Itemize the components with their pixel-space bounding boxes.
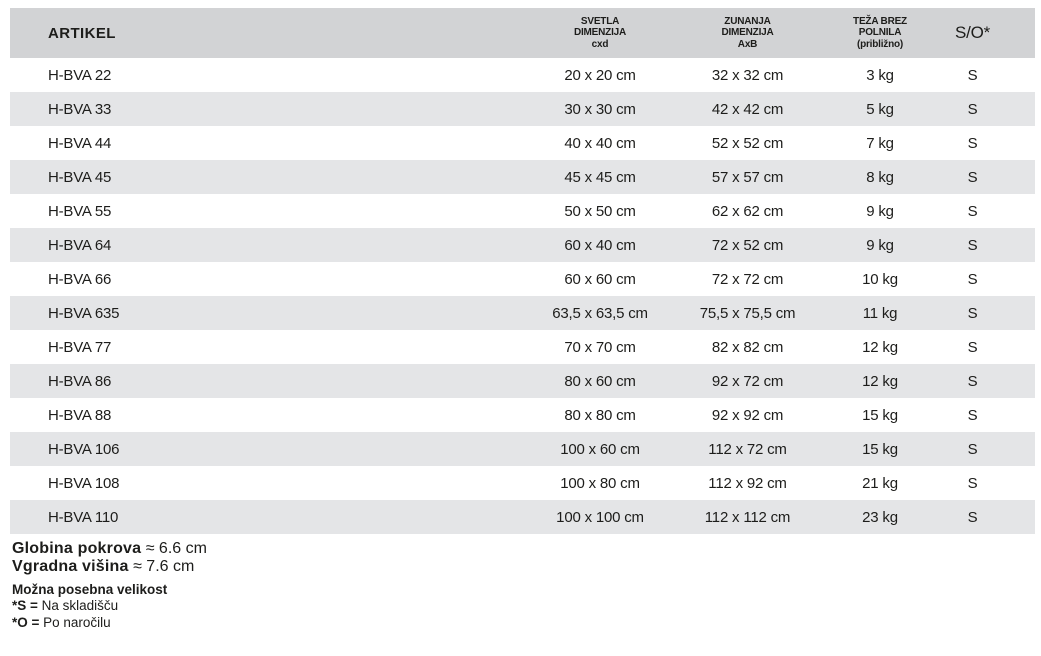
- cell-zunanja-dimenzija: 112 x 72 cm: [708, 440, 787, 458]
- cell-teza: 23 kg: [862, 508, 898, 526]
- cell-teza: 8 kg: [866, 168, 894, 186]
- cell-teza: 9 kg: [866, 236, 894, 254]
- cell-svetla-dimenzija: 60 x 40 cm: [564, 236, 636, 254]
- cell-teza: 10 kg: [862, 270, 898, 288]
- cell-svetla-dimenzija: 100 x 60 cm: [560, 440, 640, 458]
- cell-so: S: [967, 168, 978, 186]
- table-footnotes: [12, 540, 207, 631]
- header-line: TEŽA BREZ: [853, 15, 907, 27]
- cell-artikel: H-BVA 33: [48, 100, 112, 118]
- cell-zunanja-dimenzija: 75,5 x 75,5 cm: [699, 304, 796, 322]
- footnote-label: Globina pokrova: [12, 540, 142, 557]
- cell-svetla-dimenzija: 70 x 70 cm: [564, 338, 636, 356]
- cell-so: S: [967, 440, 978, 458]
- cell-svetla-dimenzija: 30 x 30 cm: [564, 100, 636, 118]
- cell-teza: 12 kg: [862, 338, 898, 356]
- cell-teza: 5 kg: [866, 100, 894, 118]
- cell-artikel: H-BVA 77: [48, 338, 112, 356]
- cell-svetla-dimenzija: 80 x 60 cm: [564, 372, 636, 390]
- cell-svetla-dimenzija: 60 x 60 cm: [564, 270, 636, 288]
- footnote-special-size: Možna posebna velikost: [12, 582, 168, 597]
- column-header-teza: [820, 8, 940, 58]
- table-row: [10, 296, 1035, 330]
- cell-teza: 21 kg: [862, 474, 898, 492]
- cell-zunanja-dimenzija: 57 x 57 cm: [711, 168, 784, 186]
- header-line: AxB: [737, 38, 758, 50]
- cell-zunanja-dimenzija: 92 x 72 cm: [711, 372, 784, 390]
- column-header-so: S/O*: [954, 23, 991, 42]
- cell-artikel: H-BVA 64: [48, 236, 112, 254]
- footnote-value: ≈ 6.6 cm: [141, 540, 207, 557]
- cell-svetla-dimenzija: 100 x 80 cm: [560, 474, 640, 492]
- cell-svetla-dimenzija: 80 x 80 cm: [564, 406, 636, 424]
- header-line: cxd: [591, 38, 609, 50]
- cell-artikel: H-BVA 44: [48, 134, 112, 152]
- cell-zunanja-dimenzija: 72 x 52 cm: [711, 236, 784, 254]
- legend-text: Po naročilu: [43, 614, 111, 630]
- table-body: [10, 58, 1035, 534]
- cell-svetla-dimenzija: 45 x 45 cm: [564, 168, 636, 186]
- cell-artikel: H-BVA 66: [48, 270, 112, 288]
- footnote-value: ≈ 7.6 cm: [128, 558, 195, 575]
- cell-artikel: H-BVA 45: [48, 168, 112, 186]
- cell-zunanja-dimenzija: 42 x 42 cm: [711, 100, 784, 118]
- column-header-zunanja-dimenzija: [675, 8, 820, 58]
- table-row: [10, 398, 1035, 432]
- cell-teza: 15 kg: [862, 440, 898, 458]
- table-row: [10, 58, 1035, 92]
- table-row: [10, 126, 1035, 160]
- cell-svetla-dimenzija: 100 x 100 cm: [556, 508, 644, 526]
- cell-teza: 15 kg: [862, 406, 898, 424]
- table-header: [10, 8, 1035, 58]
- column-header-artikel: ARTIKEL: [48, 24, 116, 42]
- header-line: SVETLA: [580, 15, 620, 27]
- cell-so: S: [967, 236, 978, 254]
- cell-so: S: [967, 66, 978, 84]
- cell-artikel: H-BVA 635: [48, 304, 120, 322]
- legend-key: *O =: [12, 614, 44, 630]
- table-row: [10, 160, 1035, 194]
- table-row: [10, 500, 1035, 534]
- cell-svetla-dimenzija: 63,5 x 63,5 cm: [552, 304, 648, 322]
- cell-svetla-dimenzija: 50 x 50 cm: [564, 202, 636, 220]
- cell-teza: 11 kg: [862, 304, 898, 322]
- cell-zunanja-dimenzija: 92 x 92 cm: [711, 406, 784, 424]
- cell-so: S: [967, 134, 978, 152]
- legend-o: [12, 615, 207, 632]
- cell-zunanja-dimenzija: 82 x 82 cm: [711, 338, 784, 356]
- cell-zunanja-dimenzija: 52 x 52 cm: [711, 134, 784, 152]
- cell-teza: 9 kg: [866, 202, 894, 220]
- legend-s: [12, 598, 207, 615]
- cell-zunanja-dimenzija: 62 x 62 cm: [711, 202, 784, 220]
- table-row: [10, 92, 1035, 126]
- cell-artikel: H-BVA 108: [48, 474, 120, 492]
- header-line: POLNILA: [858, 27, 902, 39]
- table-row: [10, 432, 1035, 466]
- cell-teza: 3 kg: [866, 66, 894, 84]
- cell-svetla-dimenzija: 20 x 20 cm: [564, 66, 636, 84]
- table-row: [10, 194, 1035, 228]
- cell-zunanja-dimenzija: 112 x 112 cm: [704, 508, 791, 526]
- footnote-label: Vgradna višina: [12, 558, 129, 575]
- cell-so: S: [967, 474, 978, 492]
- header-line: (približno): [856, 38, 904, 50]
- column-header-svetla-dimenzija: [525, 8, 675, 58]
- header-line: DIMENZIJA: [721, 27, 774, 39]
- cell-artikel: H-BVA 106: [48, 440, 120, 458]
- header-line: ZUNANJA: [724, 15, 771, 27]
- legend-text: Na skladišču: [41, 598, 119, 613]
- cell-artikel: H-BVA 55: [48, 202, 112, 220]
- table-row: [10, 466, 1035, 500]
- cell-so: S: [967, 338, 978, 356]
- legend-key: *S =: [12, 598, 42, 613]
- header-line: DIMENZIJA: [573, 27, 627, 39]
- cell-so: S: [967, 304, 978, 322]
- cell-teza: 12 kg: [862, 372, 898, 390]
- table-row: [10, 330, 1035, 364]
- cell-so: S: [967, 100, 978, 118]
- cell-zunanja-dimenzija: 72 x 72 cm: [711, 270, 784, 288]
- cell-so: S: [967, 406, 978, 424]
- cell-so: S: [967, 372, 978, 390]
- table-row: [10, 262, 1035, 296]
- cell-zunanja-dimenzija: 32 x 32 cm: [711, 66, 784, 84]
- product-spec-table: [10, 8, 1035, 534]
- cell-svetla-dimenzija: 40 x 40 cm: [564, 134, 636, 152]
- cell-so: S: [967, 270, 978, 288]
- header-row: [10, 8, 1035, 58]
- cell-so: S: [967, 202, 978, 220]
- cell-artikel: H-BVA 22: [48, 66, 112, 84]
- cell-artikel: H-BVA 88: [48, 406, 112, 424]
- footnote-globina-pokrova: [12, 540, 207, 558]
- cell-zunanja-dimenzija: 112 x 92 cm: [708, 474, 787, 492]
- table-row: [10, 228, 1035, 262]
- table-row: [10, 364, 1035, 398]
- cell-artikel: H-BVA 110: [48, 508, 119, 526]
- cell-so: S: [967, 508, 978, 526]
- footnote-vgradna-visina: [12, 558, 207, 576]
- cell-artikel: H-BVA 86: [48, 372, 112, 390]
- cell-teza: 7 kg: [866, 134, 894, 152]
